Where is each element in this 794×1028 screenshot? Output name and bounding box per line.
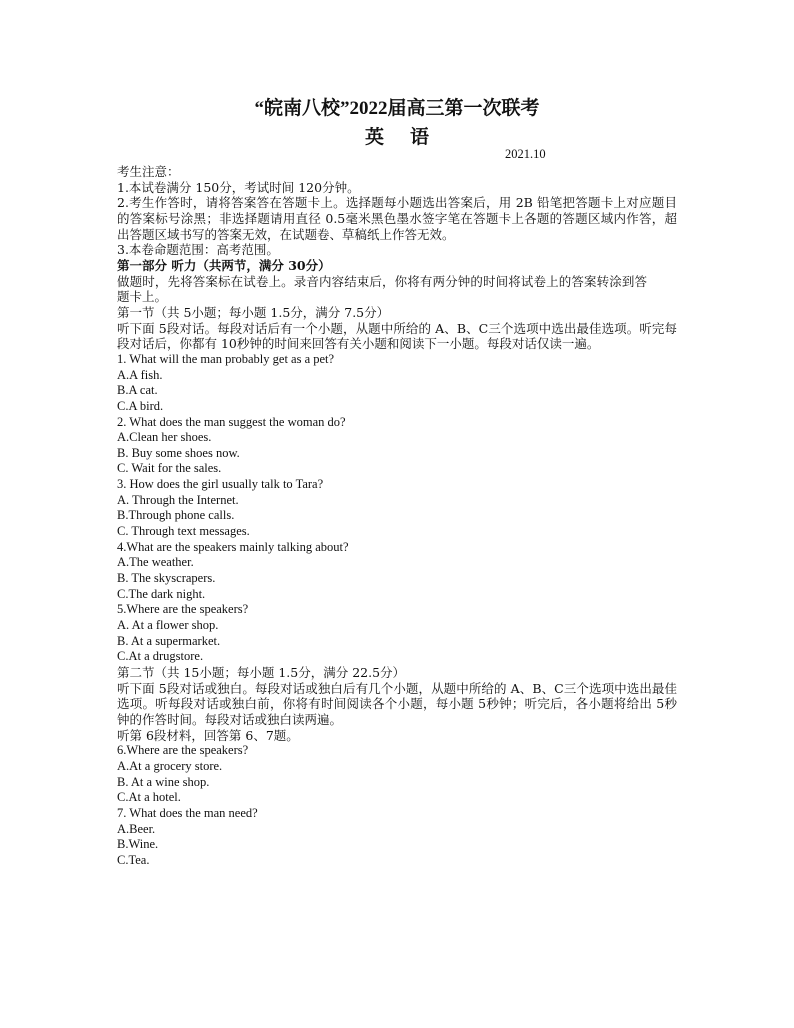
option-c: C.A bird. xyxy=(117,398,164,413)
section1-instruction: 听下面 5段对话。每段对话后有一个小题，从题中所给的 A、B、C三个选项中选出最佳选项。听完每段对话后，你都有 10秒钟的时间来回答有关小题和阅读下一小题。每段对话仅读一遍。 xyxy=(117,320,677,352)
option-a: A.At a grocery store. xyxy=(117,758,223,773)
option-b: B.Wine. xyxy=(117,837,159,852)
part1-instruction: 做题时，先将答案标在试卷上。录音内容结束后，你将有两分钟的时间将试卷上的答案转涂到答题卡上。 xyxy=(117,273,647,305)
notice-item-2: 2.考生作答时，请将答案答在答题卡上。选择题每小题选出答案后，用 2B 铅笔把答题卡上对应题目的答案标号涂黑；非选择题请用直径 0.5毫米黑色墨水签字笔在答题卡上各题的答题区域内作答，超出答题区域书写的答案无效，在试题卷、草稿纸上作答无效。 xyxy=(117,195,677,242)
option-c: C.At a hotel. xyxy=(117,790,181,805)
exam-date: 2021.10 xyxy=(505,147,546,161)
option-c: C. Through text messages. xyxy=(117,524,250,539)
option-c: C.Tea. xyxy=(117,852,150,867)
option-c: C.The dark night. xyxy=(117,586,206,601)
section2-heading: 第二节（共 15小题；每小题 1.5分，满分 22.5分） xyxy=(117,665,406,680)
option-b: B.A cat. xyxy=(117,383,158,398)
option-c: C. Wait for the sales. xyxy=(117,461,222,476)
notice-item-1: 1.本试卷满分 150分，考试时间 120分钟。 xyxy=(117,179,360,195)
exam-body xyxy=(117,164,677,869)
question-text: 6.Where are the speakers? xyxy=(117,743,249,758)
option-b: B.Through phone calls. xyxy=(117,508,235,523)
section2-instruction: 听下面 5段对话或独白。每段对话或独白后有几个小题，从题中所给的 A、B、C三个选项中选出最佳选项。听每段对话或独白前，你将有时间阅读各个小题，每小题 5秒钟；听完后，各小题将给出 5秒钟的作答时间。每段对话或独白读两遍。 xyxy=(117,680,677,727)
question-text: 7. What does the man need? xyxy=(117,805,258,820)
option-a: A. Through the Internet. xyxy=(117,492,239,507)
option-a: A. At a flower shop. xyxy=(117,618,219,633)
option-b: B. At a supermarket. xyxy=(117,633,221,648)
option-c: C.At a drugstore. xyxy=(117,649,204,664)
page-title: “皖南八校”2022届高三第一次联考 xyxy=(254,98,540,119)
material-note: 听第 6段材料，回答第 6、7题。 xyxy=(117,727,299,743)
notice-heading: 考生注意： xyxy=(117,164,180,179)
question-text: 5.Where are the speakers? xyxy=(117,602,249,617)
notice-item-3: 3.本卷命题范围：高考范围。 xyxy=(117,242,279,258)
option-b: B. Buy some shoes now. xyxy=(117,445,240,460)
option-a: A.A fish. xyxy=(117,367,163,382)
option-a: A.Clean her shoes. xyxy=(117,430,212,445)
question-text: 2. What does the man suggest the woman do? xyxy=(117,414,346,429)
option-a: A.The weather. xyxy=(117,555,194,570)
option-a: A.Beer. xyxy=(117,821,156,836)
option-b: B. At a wine shop. xyxy=(117,774,210,789)
option-b: B. The skyscrapers. xyxy=(117,571,216,586)
part1-heading: 第一部分 听力（共两节，满分 30分） xyxy=(117,257,331,273)
section1-heading: 第一节（共 5小题；每小题 1.5分，满分 7.5分） xyxy=(117,304,390,320)
question-text: 3. How does the girl usually talk to Tara? xyxy=(117,477,324,492)
question-text: 4.What are the speakers mainly talking about? xyxy=(117,539,349,554)
question-text: 1. What will the man probably get as a pet? xyxy=(117,351,335,366)
subject-title: 英语 xyxy=(364,126,455,148)
